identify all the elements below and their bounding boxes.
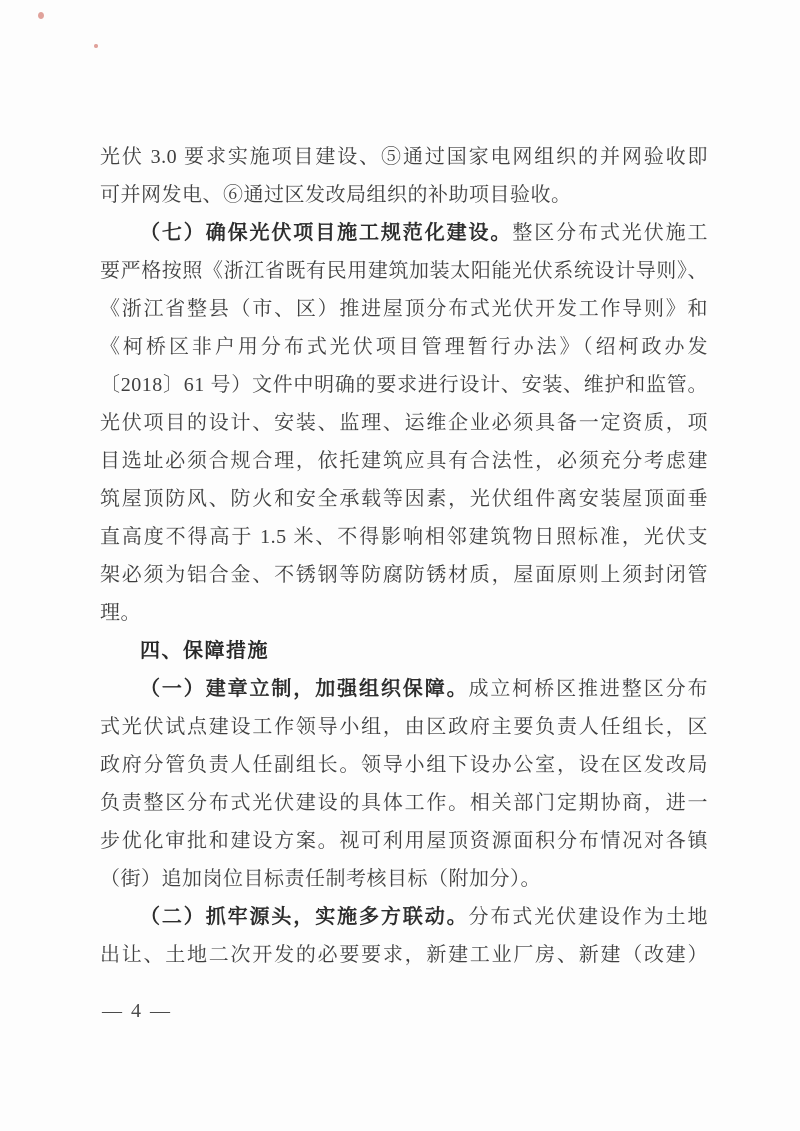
line-text: 目选址必须合规合理，依托建筑应具有合法性，必须充分考虑建: [100, 450, 708, 472]
scan-artifact-speck: [94, 44, 98, 48]
line-text: 〔2018〕61 号）文件中明确的要求进行设计、安装、维护和监管。: [100, 374, 708, 396]
body-line: [100, 290, 708, 328]
line-text: 可并网发电、⑥通过区发改局组织的补助项目验收。: [100, 184, 572, 206]
body-line-paragraph-start: [100, 214, 708, 252]
body-line: [100, 328, 708, 366]
document-body: [100, 138, 708, 974]
body-line-paragraph-start: [100, 898, 708, 936]
line-text: 光伏 3.0 要求实施项目建设、⑤通过国家电网组织的并网验收即: [100, 146, 708, 168]
body-line: [100, 708, 708, 746]
body-line: [100, 442, 708, 480]
line-text: 理。: [100, 602, 141, 624]
line-text: 《柯桥区非户用分布式光伏项目管理暂行办法》（绍柯政办发: [100, 336, 708, 358]
body-line: [100, 556, 708, 594]
line-text: 要严格按照《浙江省既有民用建筑加装太阳能光伏系统设计导则》、: [100, 260, 708, 282]
line-text: 出让、土地二次开发的必要要求，新建工业厂房、新建（改建）: [100, 944, 708, 966]
paragraph-lead-bold: （二）抓牢源头，实施多方联动。: [140, 906, 469, 928]
body-line: [100, 746, 708, 784]
line-text: 成立柯桥区推进整区分布: [468, 678, 708, 700]
line-text: （街）追加岗位目标责任制考核目标（附加分）。: [100, 868, 541, 890]
line-text: 步优化审批和建设方案。视可利用屋顶资源面积分布情况对各镇: [100, 830, 708, 852]
page-number-label: — 4 —: [102, 1000, 172, 1022]
line-text: 式光伏试点建设工作领导小组，由区政府主要负责人任组长，区: [100, 716, 708, 738]
line-text: 负责整区分布式光伏建设的具体工作。相关部门定期协商，进一: [100, 792, 708, 814]
body-line: [100, 860, 708, 898]
body-line: [100, 518, 708, 556]
body-line: [100, 936, 708, 974]
body-line: [100, 822, 708, 860]
line-text: 政府分管负责人任副组长。领导小组下设办公室，设在区发改局: [100, 754, 708, 776]
body-line: [100, 404, 708, 442]
body-line: [100, 138, 708, 176]
paragraph-lead-bold: （一）建章立制，加强组织保障。: [140, 678, 469, 700]
page-number: [102, 999, 172, 1023]
body-line: [100, 784, 708, 822]
body-line: [100, 480, 708, 518]
body-line: [100, 252, 708, 290]
section-heading: 四、保障措施: [140, 640, 269, 662]
line-text: 筑屋顶防风、防火和安全承载等因素，光伏组件离安装屋顶面垂: [100, 488, 708, 510]
line-text: 整区分布式光伏施工: [512, 222, 709, 244]
body-line-paragraph-start: [100, 670, 708, 708]
body-line: [100, 594, 708, 632]
line-text: 架必须为铝合金、不锈钢等防腐防锈材质，屋面原则上须封闭管: [100, 564, 708, 586]
line-text: 分布式光伏建设作为土地: [468, 906, 708, 928]
line-text: 光伏项目的设计、安装、监理、运维企业必须具备一定资质，项: [100, 412, 708, 434]
line-text: 《浙江省整县（市、区）推进屋顶分布式光伏开发工作导则》和: [100, 298, 708, 320]
scan-artifact-speck: [38, 12, 44, 19]
body-line: [100, 176, 708, 214]
paragraph-lead-bold: （七）确保光伏项目施工规范化建设。: [140, 222, 513, 244]
line-text: 直高度不得高于 1.5 米、不得影响相邻建筑物日照标准，光伏支: [100, 526, 708, 548]
body-line: [100, 366, 708, 404]
